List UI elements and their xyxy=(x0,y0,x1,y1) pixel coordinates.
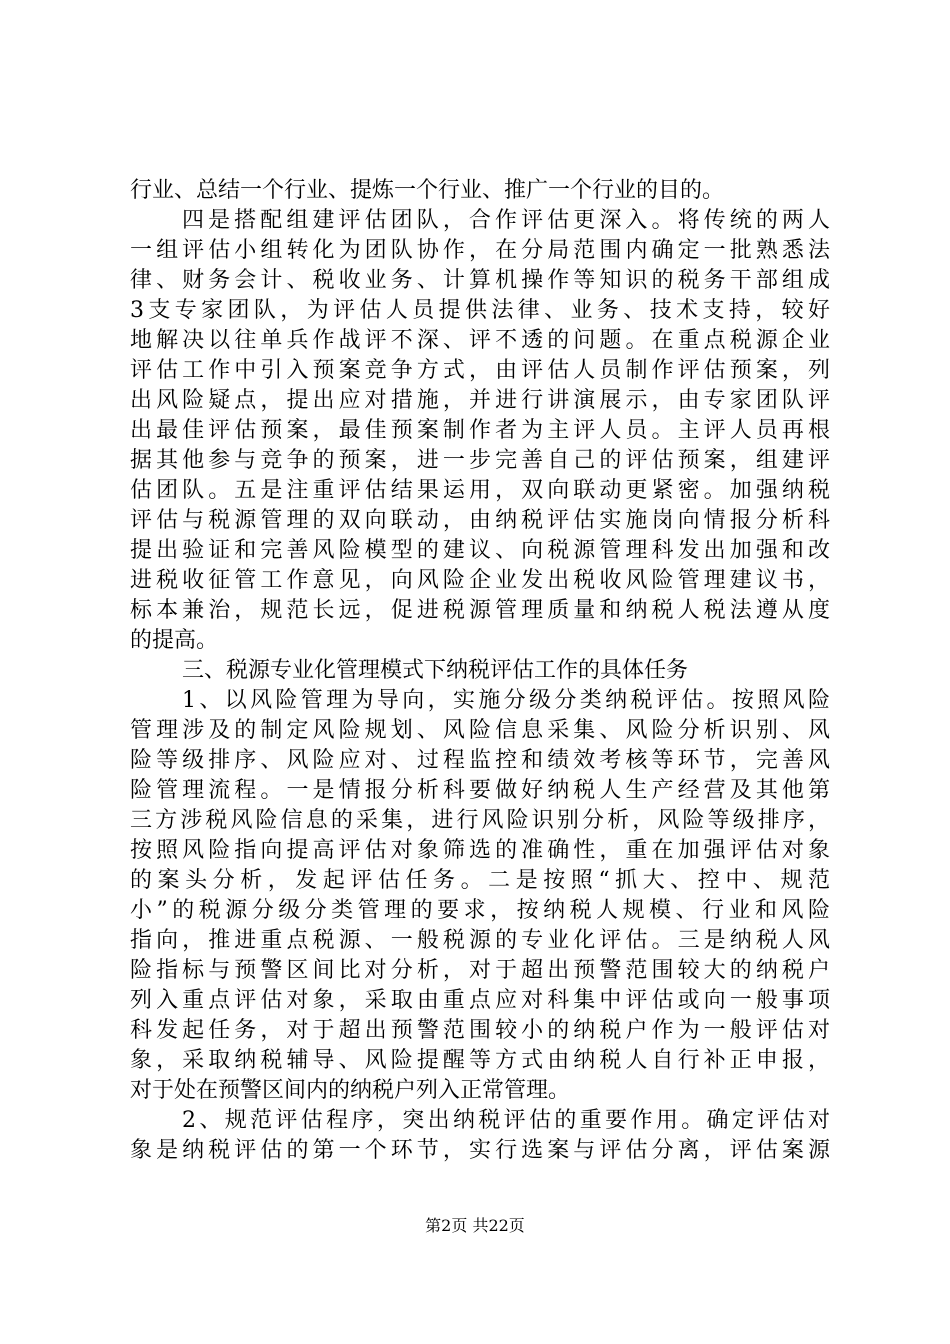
text-line: 3支专家团队，为评估人员提供法律、业务、技术支持，较好 xyxy=(130,298,830,323)
text-line: 评估工作中引入预案竞争方式，由评估人员制作评估预案，列 xyxy=(130,358,830,383)
text-line: 行业、总结一个行业、提炼一个行业、推广一个行业的目的。 xyxy=(130,178,725,203)
text-line: 的提高。 xyxy=(130,628,219,653)
page-footer: 第2页 共22页 xyxy=(425,1216,525,1235)
text-line: 的案头分析，发起评估任务。二是按照“抓大、控中、规范 xyxy=(130,868,830,893)
text-line: 2、规范评估程序，突出纳税评估的重要作用。确定评估对 xyxy=(182,1108,830,1133)
text-line: 进税收征管工作意见，向风险企业发出税收风险管理建议书， xyxy=(130,568,830,593)
text-line: 律、财务会计、税收业务、计算机操作等知识的税务干部组成 xyxy=(130,268,830,293)
text-line: 险管理流程。一是情报分析科要做好纳税人生产经营及其他第 xyxy=(130,778,830,803)
text-line: 指向，推进重点税源、一般税源的专业化评估。三是纳税人风 xyxy=(130,928,830,953)
text-line: 小”的税源分级分类管理的要求，按纳税人规模、行业和风险 xyxy=(130,898,830,923)
text-line: 三方涉税风险信息的采集，进行风险识别分析，风险等级排序， xyxy=(130,808,830,833)
text-line: 提出验证和完善风险模型的建议、向税源管理科发出加强和改 xyxy=(130,538,830,563)
text-line: 评估与税源管理的双向联动，由纳税评估实施岗向情报分析科 xyxy=(130,508,830,533)
text-line: 标本兼治，规范长远，促进税源管理质量和纳税人税法遵从度 xyxy=(130,598,830,623)
text-line: 据其他参与竞争的预案，进一步完善自己的评估预案，组建评 xyxy=(130,448,830,473)
text-line: 估团队。五是注重评估结果运用，双向联动更紧密。加强纳税 xyxy=(130,478,830,503)
text-line: 出风险疑点，提出应对措施，并进行讲演展示，由专家团队评 xyxy=(130,388,830,413)
text-line: 一组评估小组转化为团队协作，在分局范围内确定一批熟悉法 xyxy=(130,238,830,263)
text-line: 1、以风险管理为导向，实施分级分类纳税评估。按照风险 xyxy=(182,688,830,713)
text-line: 按照风险指向提高评估对象筛选的准确性，重在加强评估对象 xyxy=(130,838,830,863)
text-line: 险等级排序、风险应对、过程监控和绩效考核等环节，完善风 xyxy=(130,748,830,773)
text-line: 三、税源专业化管理模式下纳税评估工作的具体任务 xyxy=(182,658,689,683)
text-line: 管理涉及的制定风险规划、风险信息采集、风险分析识别、风 xyxy=(130,718,830,743)
document-body xyxy=(130,176,830,1166)
text-line: 出最佳评估预案，最佳预案制作者为主评人员。主评人员再根 xyxy=(130,418,830,443)
text-line: 列入重点评估对象，采取由重点应对科集中评估或向一般事项 xyxy=(130,988,830,1013)
text-line: 险指标与预警区间比对分析，对于超出预警范围较大的纳税户 xyxy=(130,958,830,983)
text-line: 四是搭配组建评估团队，合作评估更深入。将传统的两人 xyxy=(182,208,830,233)
text-line: 地解决以往单兵作战评不深、评不透的问题。在重点税源企业 xyxy=(130,328,830,353)
text-line: 对于处在预警区间内的纳税户列入正常管理。 xyxy=(130,1078,571,1103)
text-line: 象，采取纳税辅导、风险提醒等方式由纳税人自行补正申报， xyxy=(130,1048,830,1073)
text-line: 象是纳税评估的第一个环节，实行选案与评估分离，评估案源 xyxy=(130,1138,830,1163)
text-line: 科发起任务，对于超出预警范围较小的纳税户作为一般评估对 xyxy=(130,1018,830,1043)
